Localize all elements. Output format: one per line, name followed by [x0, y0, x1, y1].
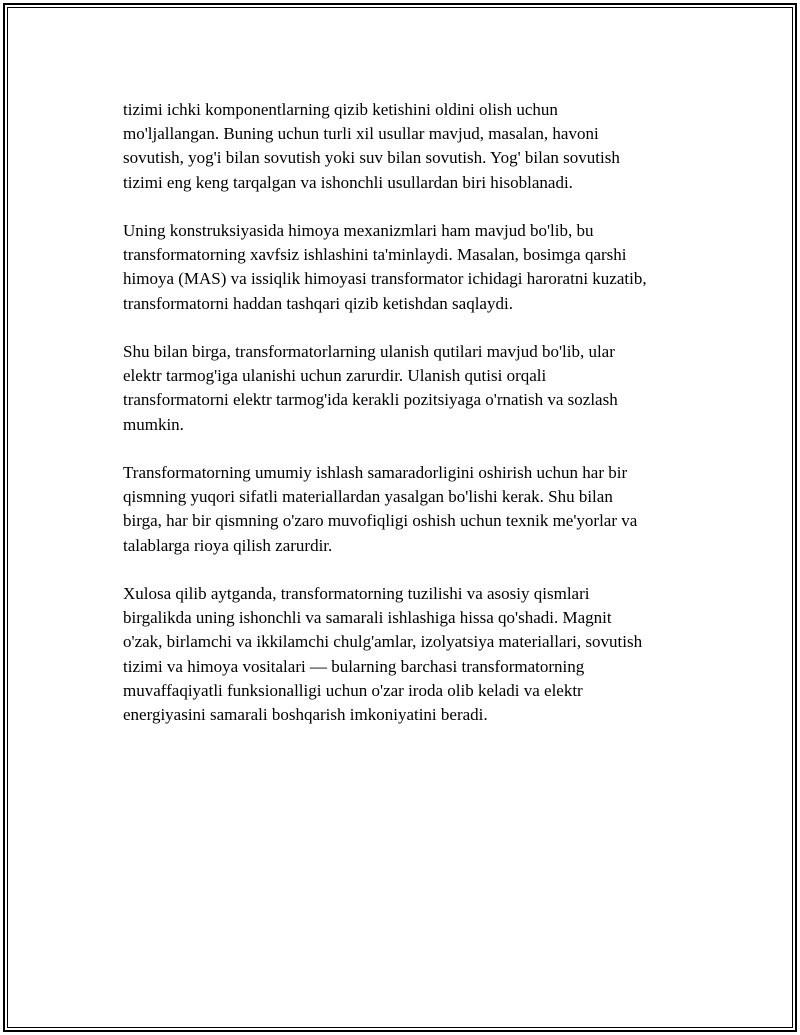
- page-frame: [3, 3, 797, 1032]
- text-line: Xulosa qilib aytganda, transformatorning tuzilishi va asosiy qismlari: [123, 584, 590, 603]
- text-line: birga, har bir qismning o'zaro muvofiqligi oshish uchun texnik me'yorlar va: [123, 511, 638, 531]
- text-line: mumkin.: [123, 414, 184, 434]
- text-line: Shu bilan birga, transformatorlarning ulanish qutilari mavjud bo'lib, ular: [123, 342, 615, 361]
- text-line: o'zak, birlamchi va ikkilamchi chulg'amlar, izolyatsiya materiallari, sovutish: [123, 632, 643, 652]
- text-line: transformatorning xavfsiz ishlashini ta'minlaydi. Masalan, bosimga qarshi: [123, 245, 627, 265]
- text-line: tizimi ichki komponentlarning qizib ketishini oldini olish uchun: [123, 100, 558, 119]
- text-line: energiyasini samarali boshqarish imkoniyatini beradi.: [123, 705, 488, 725]
- text-line: qismning yuqori sifatli materiallardan yasalgan bo'lishi kerak. Shu bilan: [123, 487, 613, 507]
- text-line: birgalikda uning ishonchli va samarali ishlashiga hissa qo'shadi. Magnit: [123, 608, 612, 628]
- paragraph-protection-mechanisms: [123, 219, 703, 316]
- paragraph-cooling-system: [123, 98, 703, 195]
- text-line: tizimi va himoya vositalari — bularning barchasi transformatorning: [123, 656, 585, 676]
- text-line: transformatorni haddan tashqari qizib ketishdan saqlaydi.: [123, 293, 513, 313]
- text-line: himoya (MAS) va issiqlik himoyasi transformator ichidagi haroratni kuzatib,: [123, 269, 647, 289]
- paragraph-connection-boxes: [123, 340, 703, 437]
- text-line: sovutish, yog'i bilan sovutish yoki suv bilan sovutish. Yog' bilan sovutish: [123, 148, 620, 168]
- text-line: elektr tarmog'iga ulanishi uchun zarurdir. Ulanish qutisi orqali: [123, 366, 547, 386]
- paragraph-efficiency: [123, 461, 703, 558]
- text-line: tizimi eng keng tarqalgan va ishonchli usullardan biri hisoblanadi.: [123, 172, 573, 192]
- document-body: [123, 98, 703, 751]
- text-line: transformatorni elektr tarmog'ida kerakli pozitsiyaga o'rnatish va sozlash: [123, 390, 618, 410]
- text-line: mo'ljallangan. Buning uchun turli xil usullar mavjud, masalan, havoni: [123, 124, 599, 144]
- paragraph-conclusion: [123, 582, 703, 727]
- text-line: muvaffaqiyatli funksionalligi uchun o'zar iroda olib keladi va elektr: [123, 680, 583, 700]
- text-line: Transformatorning umumiy ishlash samaradorligini oshirish uchun har bir: [123, 463, 628, 482]
- text-line: talablarga rioya qilish zarurdir.: [123, 535, 333, 555]
- text-line: Uning konstruksiyasida himoya mexanizmlari ham mavjud bo'lib, bu: [123, 221, 594, 240]
